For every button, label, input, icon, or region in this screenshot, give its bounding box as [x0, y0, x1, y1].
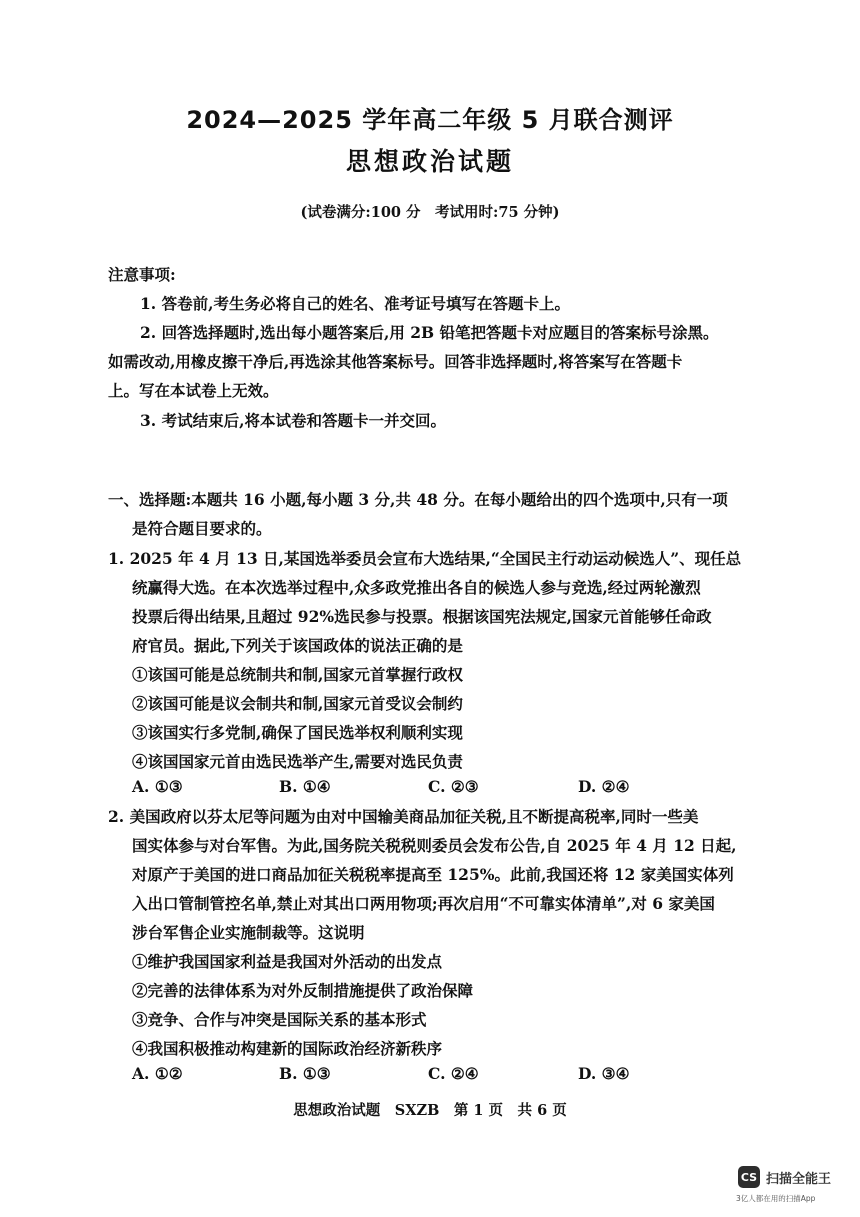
option-d: D. ②④ [578, 777, 630, 796]
notice-line-2: 2. 回答选择题时,选出每小题答案后,用 2B 铅笔把答题卡对应题目的答案标号涂黑。 [140, 323, 719, 342]
notice-line-3: 如需改动,用橡皮擦干净后,再选涂其他答案标号。回答非选择题时,将答案写在答题卡 [108, 352, 683, 371]
option-a: A. ①② [132, 1064, 183, 1083]
option-a: A. ①③ [132, 777, 183, 796]
question-stem-line: 国实体参与对台军售。为此,国务院关税税则委员会发布公告,自 2025 年 4 月 12 日起, [132, 836, 737, 855]
question-stem-line: 投票后得出结果,且超过 92%选民参与投票。根据该国宪法规定,国家元首能够任命政 [132, 607, 712, 626]
scanner-name: 扫描全能王 [766, 1171, 832, 1187]
section-instruction: 一、选择题:本题共 16 小题,每小题 3 分,共 48 分。在每小题给出的四个选项中,只有一项 [108, 490, 728, 509]
question-stem-line: 2. 美国政府以芬太尼等问题为由对中国输美商品加征关税,且不断提高税率,同时一些美 [108, 807, 699, 826]
option-c: C. ②④ [428, 1064, 479, 1083]
camscanner-logo-icon: CS [738, 1166, 760, 1188]
question-stem-line: 对原产于美国的进口商品加征关税税率提高至 125%。此前,我国还将 12 家美国实体列 [132, 865, 734, 884]
statement-item: ④我国积极推动构建新的国际政治经济新秩序 [132, 1039, 443, 1058]
statement-item: ①维护我国国家利益是我国对外活动的出发点 [132, 952, 443, 971]
notice-heading: 注意事项: [108, 265, 176, 284]
page-footer: 思想政治试题 SXZB 第 1 页 共 6 页 [293, 1102, 567, 1119]
notice-line-5: 3. 考试结束后,将本试卷和答题卡一并交回。 [140, 411, 446, 430]
statement-item: ③竞争、合作与冲突是国际关系的基本形式 [132, 1010, 427, 1029]
option-b: B. ①③ [279, 1064, 331, 1083]
statement-item: ②完善的法律体系为对外反制措施提供了政治保障 [132, 981, 474, 1000]
question-stem-line: 1. 2025 年 4 月 13 日,某国选举委员会宣布大选结果,“全国民主行动运动候选人”、现任总 [108, 549, 742, 568]
question-stem-line: 涉台军售企业实施制裁等。这说明 [132, 923, 365, 942]
statement-item: ①该国可能是总统制共和制,国家元首掌握行政权 [132, 665, 463, 684]
notice-line-4: 上。写在本试卷上无效。 [108, 381, 279, 400]
scanner-tagline: 3亿人都在用的扫描App [736, 1194, 816, 1203]
subject-title: 思想政治试题 [345, 147, 514, 176]
question-stem-line: 入出口管制管控名单,禁止对其出口两用物项;再次启用“不可靠实体清单”,对 6 家美国 [132, 894, 715, 913]
scanner-watermark [738, 1166, 831, 1188]
option-d: D. ③④ [578, 1064, 630, 1083]
notice-line-1: 1. 答卷前,考生务必将自己的姓名、准考证号填写在答题卡上。 [140, 294, 570, 313]
option-c: C. ②③ [428, 777, 479, 796]
question-stem-line: 统赢得大选。在本次选举过程中,众多政党推出各自的候选人参与竞选,经过两轮激烈 [132, 578, 701, 597]
section-instruction-cont: 是符合题目要求的。 [132, 519, 272, 538]
option-b: B. ①④ [279, 777, 331, 796]
statement-item: ④该国国家元首由选民选举产生,需要对选民负责 [132, 752, 463, 771]
exam-title: 2024—2025 学年高二年级 5 月联合测评 [186, 106, 674, 134]
statement-item: ③该国实行多党制,确保了国民选举权利顺利实现 [132, 723, 463, 742]
statement-item: ②该国可能是议会制共和制,国家元首受议会制约 [132, 694, 463, 713]
exam-meta: (试卷满分:100 分 考试用时:75 分钟) [300, 204, 560, 221]
question-stem-line: 府官员。据此,下列关于该国政体的说法正确的是 [132, 636, 463, 655]
